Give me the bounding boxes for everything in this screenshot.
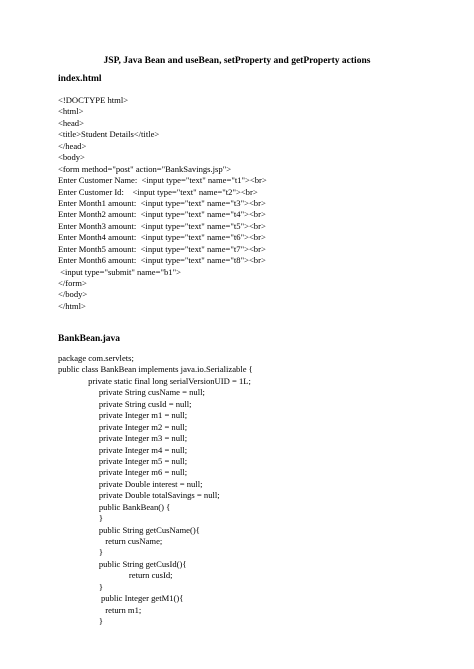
code-line: private String cusName = null;: [58, 387, 205, 398]
code-line: public BankBean() {: [58, 501, 171, 512]
code-line: Enter Month5 amount: <input type="text" name="t7"><br>: [58, 243, 266, 254]
code-line: public class BankBean implements java.io.Serializable {: [58, 364, 253, 375]
code-line: Enter Month6 amount: <input type="text" name="t8"><br>: [58, 255, 266, 266]
code-line: private Integer m1 = null;: [58, 410, 188, 421]
code-line: private static final long serialVersionUID = 1L;: [58, 375, 251, 386]
document-title: JSP, Java Bean and useBean, setProperty and getProperty actions: [103, 56, 371, 66]
code-line: Enter Customer Name: <input type="text" name="t1"><br>: [58, 175, 267, 186]
code-line: return m1;: [58, 604, 142, 615]
code-line: public String getCusName(){: [58, 524, 200, 535]
code-line: private Integer m5 = null;: [58, 455, 188, 466]
code-line: private Integer m3 = null;: [58, 433, 188, 444]
code-line: <body>: [58, 152, 85, 163]
code-line: }: [58, 581, 103, 592]
code-line: private Integer m4 = null;: [58, 444, 188, 455]
code-line: return cusName;: [58, 536, 163, 546]
code-line: private Double totalSavings = null;: [58, 490, 220, 501]
code-line: </body>: [58, 289, 88, 300]
code-line: Enter Customer Id: <input type="text" name="t2"><br>: [58, 186, 258, 197]
code-line: </html>: [58, 300, 86, 311]
code-block-bankbean-java: [58, 353, 253, 628]
code-line: return cusId;: [58, 570, 173, 581]
code-line: public String getCusId(){: [58, 558, 187, 569]
section-heading-bankbean-java: BankBean.java: [58, 334, 121, 344]
code-block-index-html: [58, 95, 267, 312]
code-line: }: [58, 513, 103, 524]
code-line: private Double interest = null;: [58, 478, 203, 489]
code-line: }: [58, 547, 103, 558]
code-line: Enter Month3 amount: <input type="text" name="t5"><br>: [58, 220, 266, 231]
code-line: Enter Month2 amount: <input type="text" name="t4"><br>: [58, 209, 266, 220]
code-line: public Integer getM1(){: [58, 593, 184, 604]
code-line: Enter Month1 amount: <input type="text" name="t3"><br>: [58, 197, 266, 208]
code-line: <head>: [58, 117, 84, 128]
code-line: <input type="submit" name="b1">: [58, 266, 181, 277]
code-line: <form method="post" action="BankSavings.jsp">: [58, 163, 232, 174]
code-line: <html>: [58, 106, 84, 117]
code-line: private Integer m2 = null;: [58, 421, 188, 432]
code-line: Enter Month4 amount: <input type="text" name="t6"><br>: [58, 232, 266, 243]
code-line: <!DOCTYPE html>: [58, 95, 129, 105]
code-line: package com.servlets;: [58, 353, 134, 363]
section-heading-index-html: index.html: [58, 74, 102, 84]
code-line: </head>: [58, 140, 87, 151]
code-line: }: [58, 616, 103, 627]
code-line: private Integer m6 = null;: [58, 467, 188, 478]
code-line: </form>: [58, 278, 87, 288]
code-line: private String cusId = null;: [58, 398, 192, 409]
code-line: <title>Student Details</title>: [58, 129, 160, 140]
